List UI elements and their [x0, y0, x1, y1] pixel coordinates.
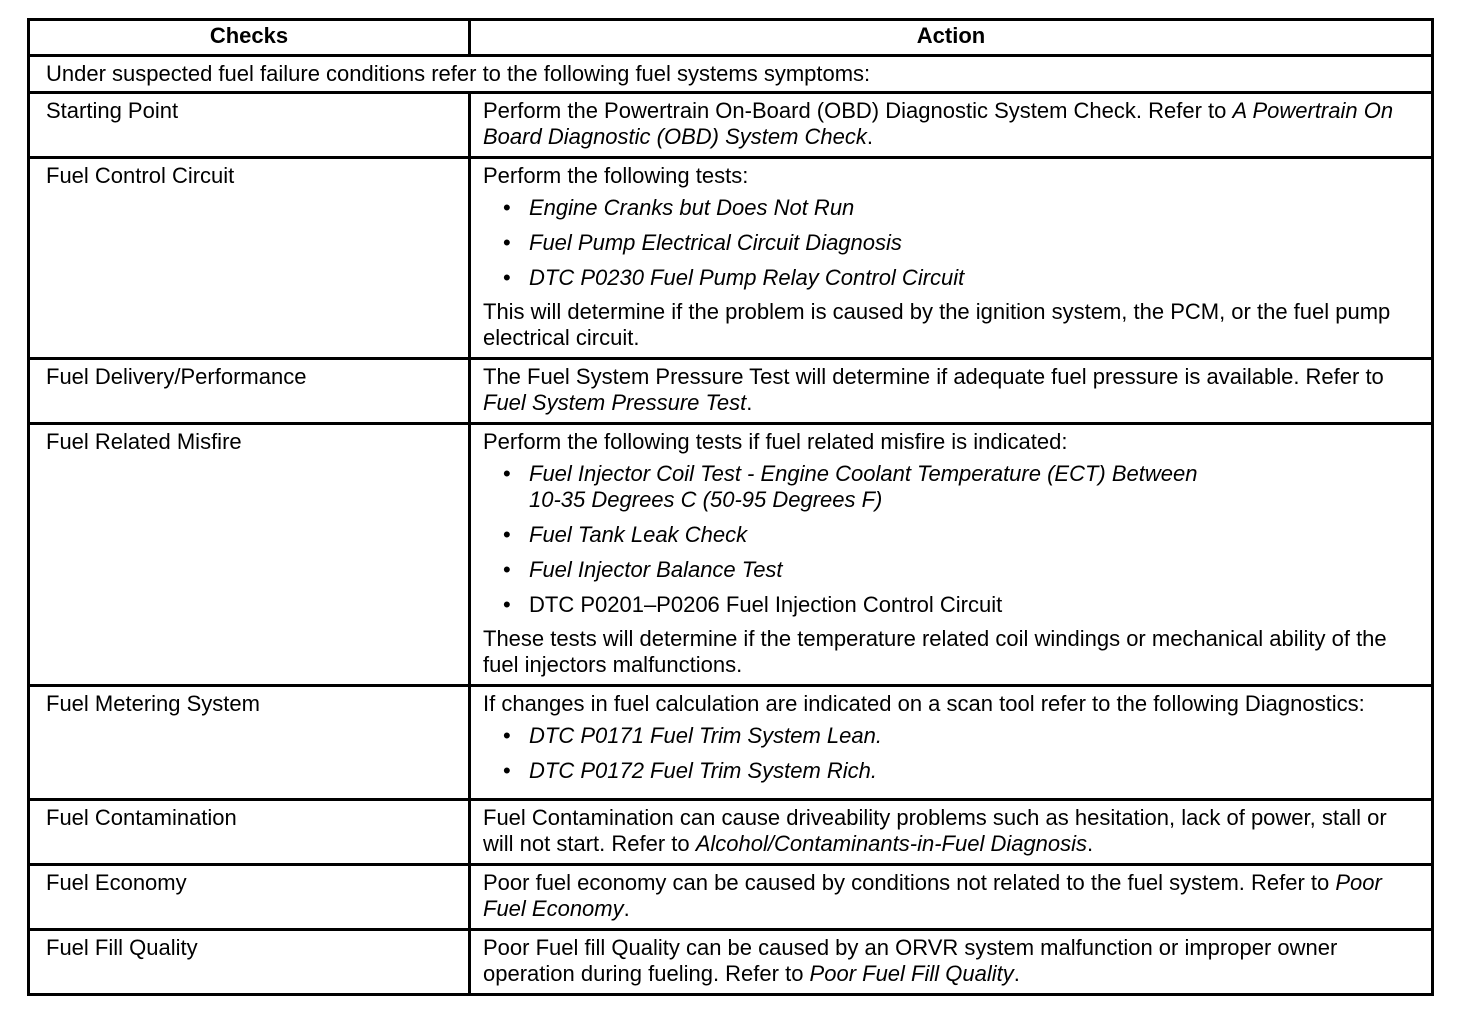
action-cell — [470, 93, 1433, 158]
bullet-icon: • — [503, 557, 511, 582]
test-list — [483, 461, 1419, 618]
action-outro: These tests will determine if the temperature related coil windings or mechanical ability of the fuel injectors malfunctions. — [483, 626, 1387, 677]
action-text-pre: Perform the Powertrain On-Board (OBD) Diagnostic System Check. Refer to — [483, 98, 1233, 123]
action-text-pre: Fuel Contamination can cause driveability problems such as hesitation, lack of power, stall or will not start. Refer to — [483, 805, 1387, 856]
reference-link-continued[interactable]: 10-35 Degrees C (50-95 Degrees F) — [529, 487, 883, 512]
test-list — [483, 195, 1419, 291]
list-item — [503, 522, 1419, 548]
reference-link[interactable]: Fuel Tank Leak Check — [529, 522, 748, 547]
action-text-pre: The Fuel System Pressure Test will determine if adequate fuel pressure is available. Refer to — [483, 364, 1384, 389]
reference-link[interactable]: Poor Fuel Fill Quality — [809, 961, 1014, 986]
table-row — [29, 424, 1433, 686]
bullet-icon: • — [503, 230, 511, 255]
reference-link[interactable]: DTC P0171 Fuel Trim System Lean. — [529, 723, 882, 748]
action-text-pre: Poor fuel economy can be caused by conditions not related to the fuel system. Refer to — [483, 870, 1336, 895]
reference-link[interactable]: Fuel Injector Coil Test - Engine Coolant Temperature (ECT) Between — [529, 461, 1198, 486]
bullet-icon: • — [503, 195, 511, 220]
diagnostic-table — [27, 18, 1434, 996]
checks-column-header: Checks — [29, 20, 470, 56]
check-label: Fuel Fill Quality — [29, 930, 470, 995]
list-item — [503, 592, 1419, 618]
check-label: Starting Point — [29, 93, 470, 158]
test-list — [483, 723, 1419, 784]
bullet-icon: • — [503, 758, 511, 783]
action-text-post: . — [866, 124, 874, 149]
action-text — [483, 935, 1419, 987]
reference-link[interactable]: Fuel System Pressure Test — [483, 390, 747, 415]
list-item-text: DTC P0201–P0206 Fuel Injection Control Circuit — [529, 592, 1003, 617]
intro-row — [29, 56, 1433, 93]
table-row — [29, 359, 1433, 424]
list-item — [503, 557, 1419, 583]
table-row — [29, 930, 1433, 995]
reference-link[interactable]: Engine Cranks but Does Not Run — [529, 195, 855, 220]
table-row — [29, 800, 1433, 865]
reference-link[interactable]: A Powertrain On Board Diagnostic (OBD) System Check — [483, 98, 1394, 149]
reference-link[interactable]: Fuel Injector Balance Test — [529, 557, 783, 582]
bullet-icon: • — [503, 265, 511, 290]
list-item — [503, 461, 1419, 513]
list-item — [503, 758, 1419, 784]
action-text — [483, 805, 1419, 857]
reference-link[interactable]: DTC P0172 Fuel Trim System Rich. — [529, 758, 878, 783]
action-text — [483, 364, 1419, 416]
list-item — [503, 723, 1419, 749]
action-cell — [470, 800, 1433, 865]
action-column-header: Action — [470, 20, 1433, 56]
reference-link[interactable]: DTC P0230 Fuel Pump Relay Control Circuit — [529, 265, 965, 290]
action-text-post: . — [1013, 961, 1020, 986]
action-cell — [470, 359, 1433, 424]
check-label: Fuel Control Circuit — [29, 158, 470, 359]
list-item — [503, 230, 1419, 256]
reference-link[interactable]: Fuel Pump Electrical Circuit Diagnosis — [529, 230, 902, 255]
bullet-icon: • — [503, 592, 511, 617]
table-row — [29, 865, 1433, 930]
action-cell — [470, 930, 1433, 995]
reference-link[interactable]: Poor Fuel Economy — [483, 870, 1382, 921]
header-row — [29, 20, 1433, 56]
action-text — [483, 98, 1419, 150]
action-cell — [470, 158, 1433, 359]
bullet-icon: • — [503, 723, 511, 748]
action-intro: Perform the following tests if fuel related misfire is indicated: — [483, 429, 1068, 454]
action-cell — [470, 686, 1433, 800]
action-text-post: . — [1087, 831, 1094, 856]
table-row — [29, 686, 1433, 800]
action-outro: This will determine if the problem is caused by the ignition system, the PCM, or the fuel pump electrical circuit. — [483, 299, 1391, 350]
bullet-icon: • — [503, 461, 511, 486]
list-item — [503, 265, 1419, 291]
intro-text: Under suspected fuel failure conditions refer to the following fuel systems symptoms: — [29, 56, 1433, 93]
action-intro: Perform the following tests: — [483, 163, 749, 188]
action-intro: If changes in fuel calculation are indicated on a scan tool refer to the following Diagnostics: — [483, 691, 1365, 716]
table-row — [29, 158, 1433, 359]
check-label: Fuel Economy — [29, 865, 470, 930]
check-label: Fuel Delivery/Performance — [29, 359, 470, 424]
table-row — [29, 93, 1433, 158]
action-text-post: . — [623, 896, 630, 921]
list-item — [503, 195, 1419, 221]
bullet-icon: • — [503, 522, 511, 547]
action-text-post: . — [746, 390, 753, 415]
check-label: Fuel Related Misfire — [29, 424, 470, 686]
check-label: Fuel Contamination — [29, 800, 470, 865]
action-cell — [470, 424, 1433, 686]
action-text — [483, 870, 1419, 922]
action-text-pre: Poor Fuel fill Quality can be caused by an ORVR system malfunction or improper owner operation during fueling. Refer to — [483, 935, 1338, 986]
action-cell — [470, 865, 1433, 930]
reference-link[interactable]: Alcohol/Contaminants-in-Fuel Diagnosis — [695, 831, 1088, 856]
check-label: Fuel Metering System — [29, 686, 470, 800]
